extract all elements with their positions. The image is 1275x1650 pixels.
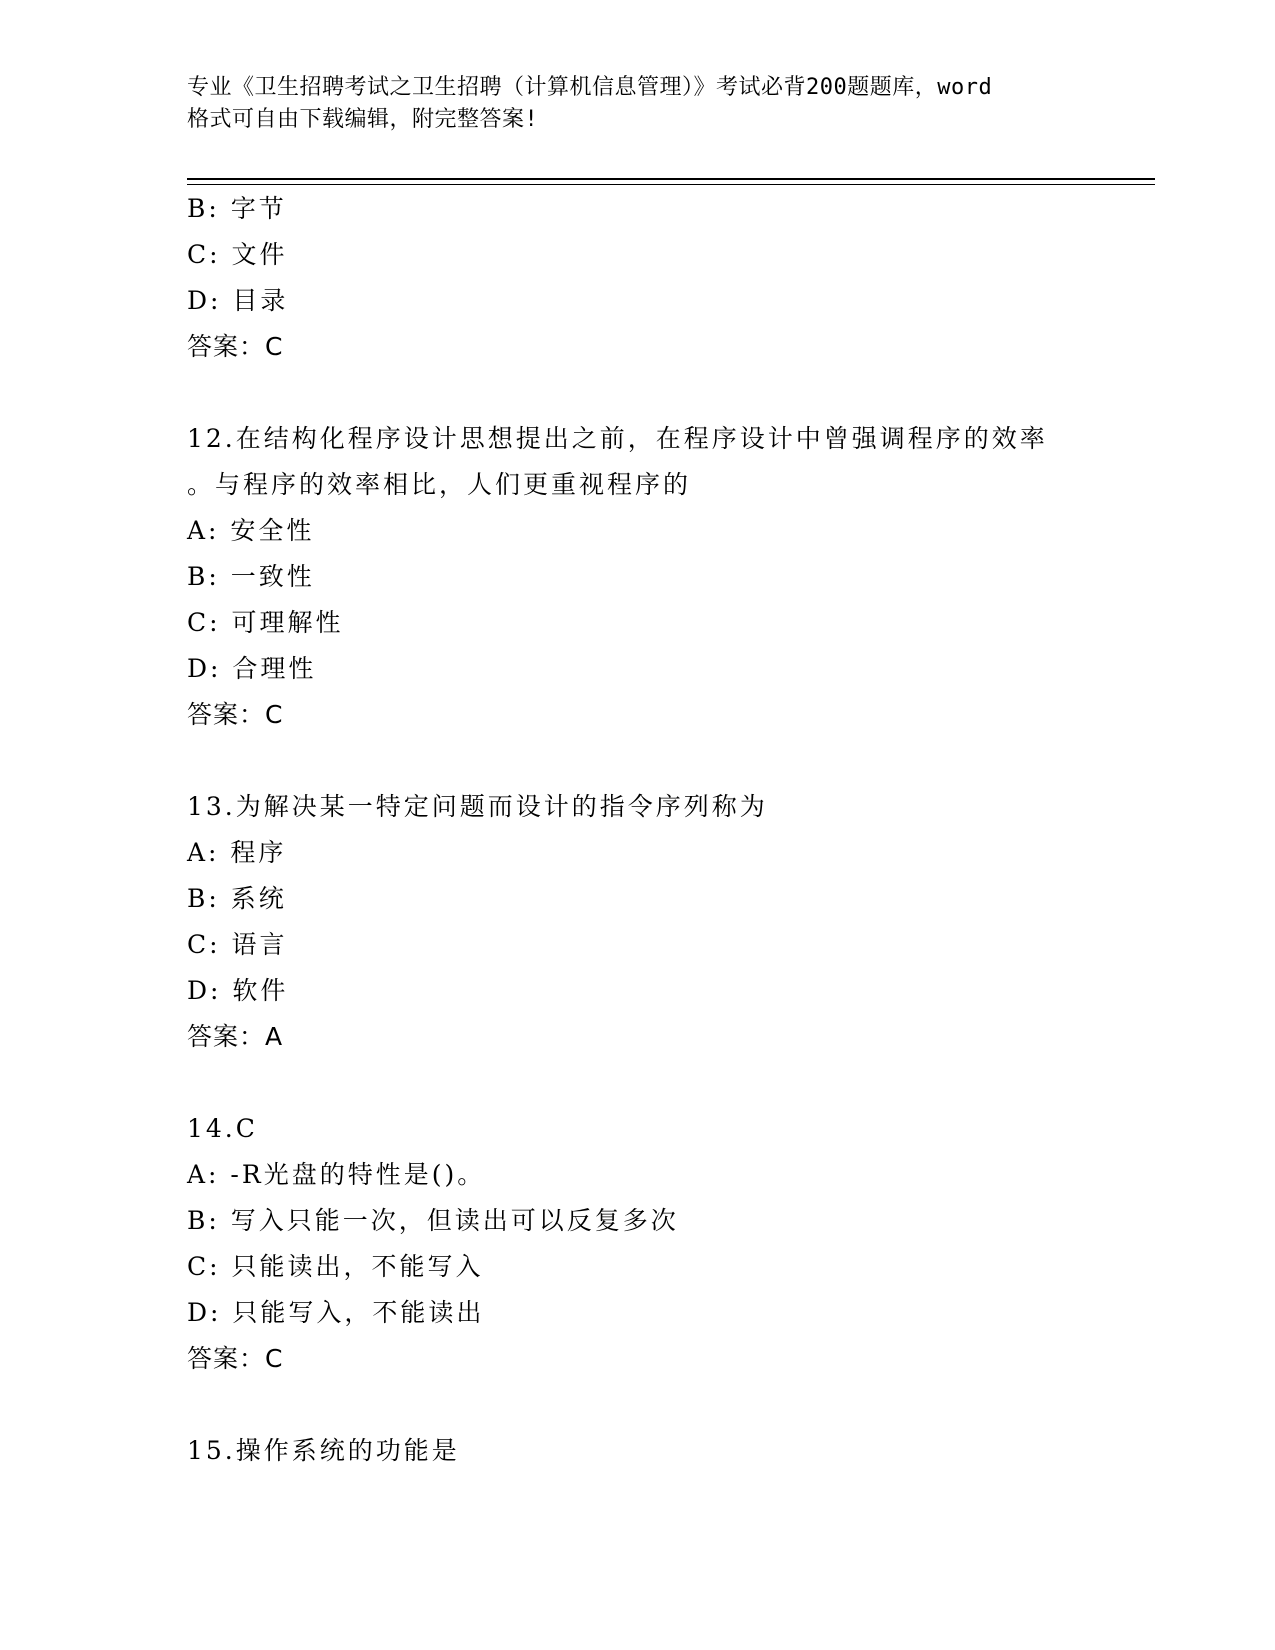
q11-answer: 答案：C — [187, 332, 284, 361]
q14-option-b: B: 写入只能一次，但读出可以反复多次 — [187, 1206, 679, 1235]
q13-stem: 13.为解决某一特定问题而设计的指令序列称为 — [187, 792, 768, 821]
spacer — [187, 738, 1117, 784]
header-line-1: 专业《卫生招聘考试之卫生招聘（计算机信息管理）》考试必背200题题库，word — [187, 75, 993, 100]
q13-option-c: C: 语言 — [187, 930, 288, 959]
header-divider-thin — [187, 184, 1155, 185]
spacer — [187, 1060, 1117, 1106]
header-divider-thick — [187, 178, 1155, 180]
q12-stem-line-2: 。与程序的效率相比，人们更重视程序的 — [187, 470, 692, 499]
q12-stem-line-1: 12.在结构化程序设计思想提出之前，在程序设计中曾强调程序的效率 — [187, 424, 1048, 453]
q12-option-c: C: 可理解性 — [187, 608, 344, 637]
q12-option-d: D: 合理性 — [187, 654, 317, 683]
q14-answer: 答案：C — [187, 1344, 284, 1373]
q13-option-d: D: 软件 — [187, 976, 289, 1005]
q12-answer: 答案：C — [187, 700, 284, 729]
spacer — [187, 370, 1117, 416]
question-content — [187, 186, 1117, 1474]
q14-option-c: C: 只能读出，不能写入 — [187, 1252, 484, 1281]
q12-option-a: A: 安全性 — [187, 516, 315, 545]
document-header — [187, 72, 1087, 136]
q14-stem: 14.C — [187, 1114, 258, 1143]
q11-option-b: B: 字节 — [187, 194, 287, 223]
q14-option-a: A: -R光盘的特性是()。 — [187, 1160, 486, 1189]
q14-option-d: D: 只能写入，不能读出 — [187, 1298, 485, 1327]
q13-option-a: A: 程序 — [187, 838, 287, 867]
q15-stem: 15.操作系统的功能是 — [187, 1436, 460, 1465]
q11-option-d: D: 目录 — [187, 286, 289, 315]
header-line-2: 格式可自由下载编辑，附完整答案! — [187, 107, 539, 132]
q13-option-b: B: 系统 — [187, 884, 287, 913]
spacer — [187, 1382, 1117, 1428]
q13-answer: 答案：A — [187, 1022, 284, 1051]
q11-option-c: C: 文件 — [187, 240, 288, 269]
q12-option-b: B: 一致性 — [187, 562, 315, 591]
